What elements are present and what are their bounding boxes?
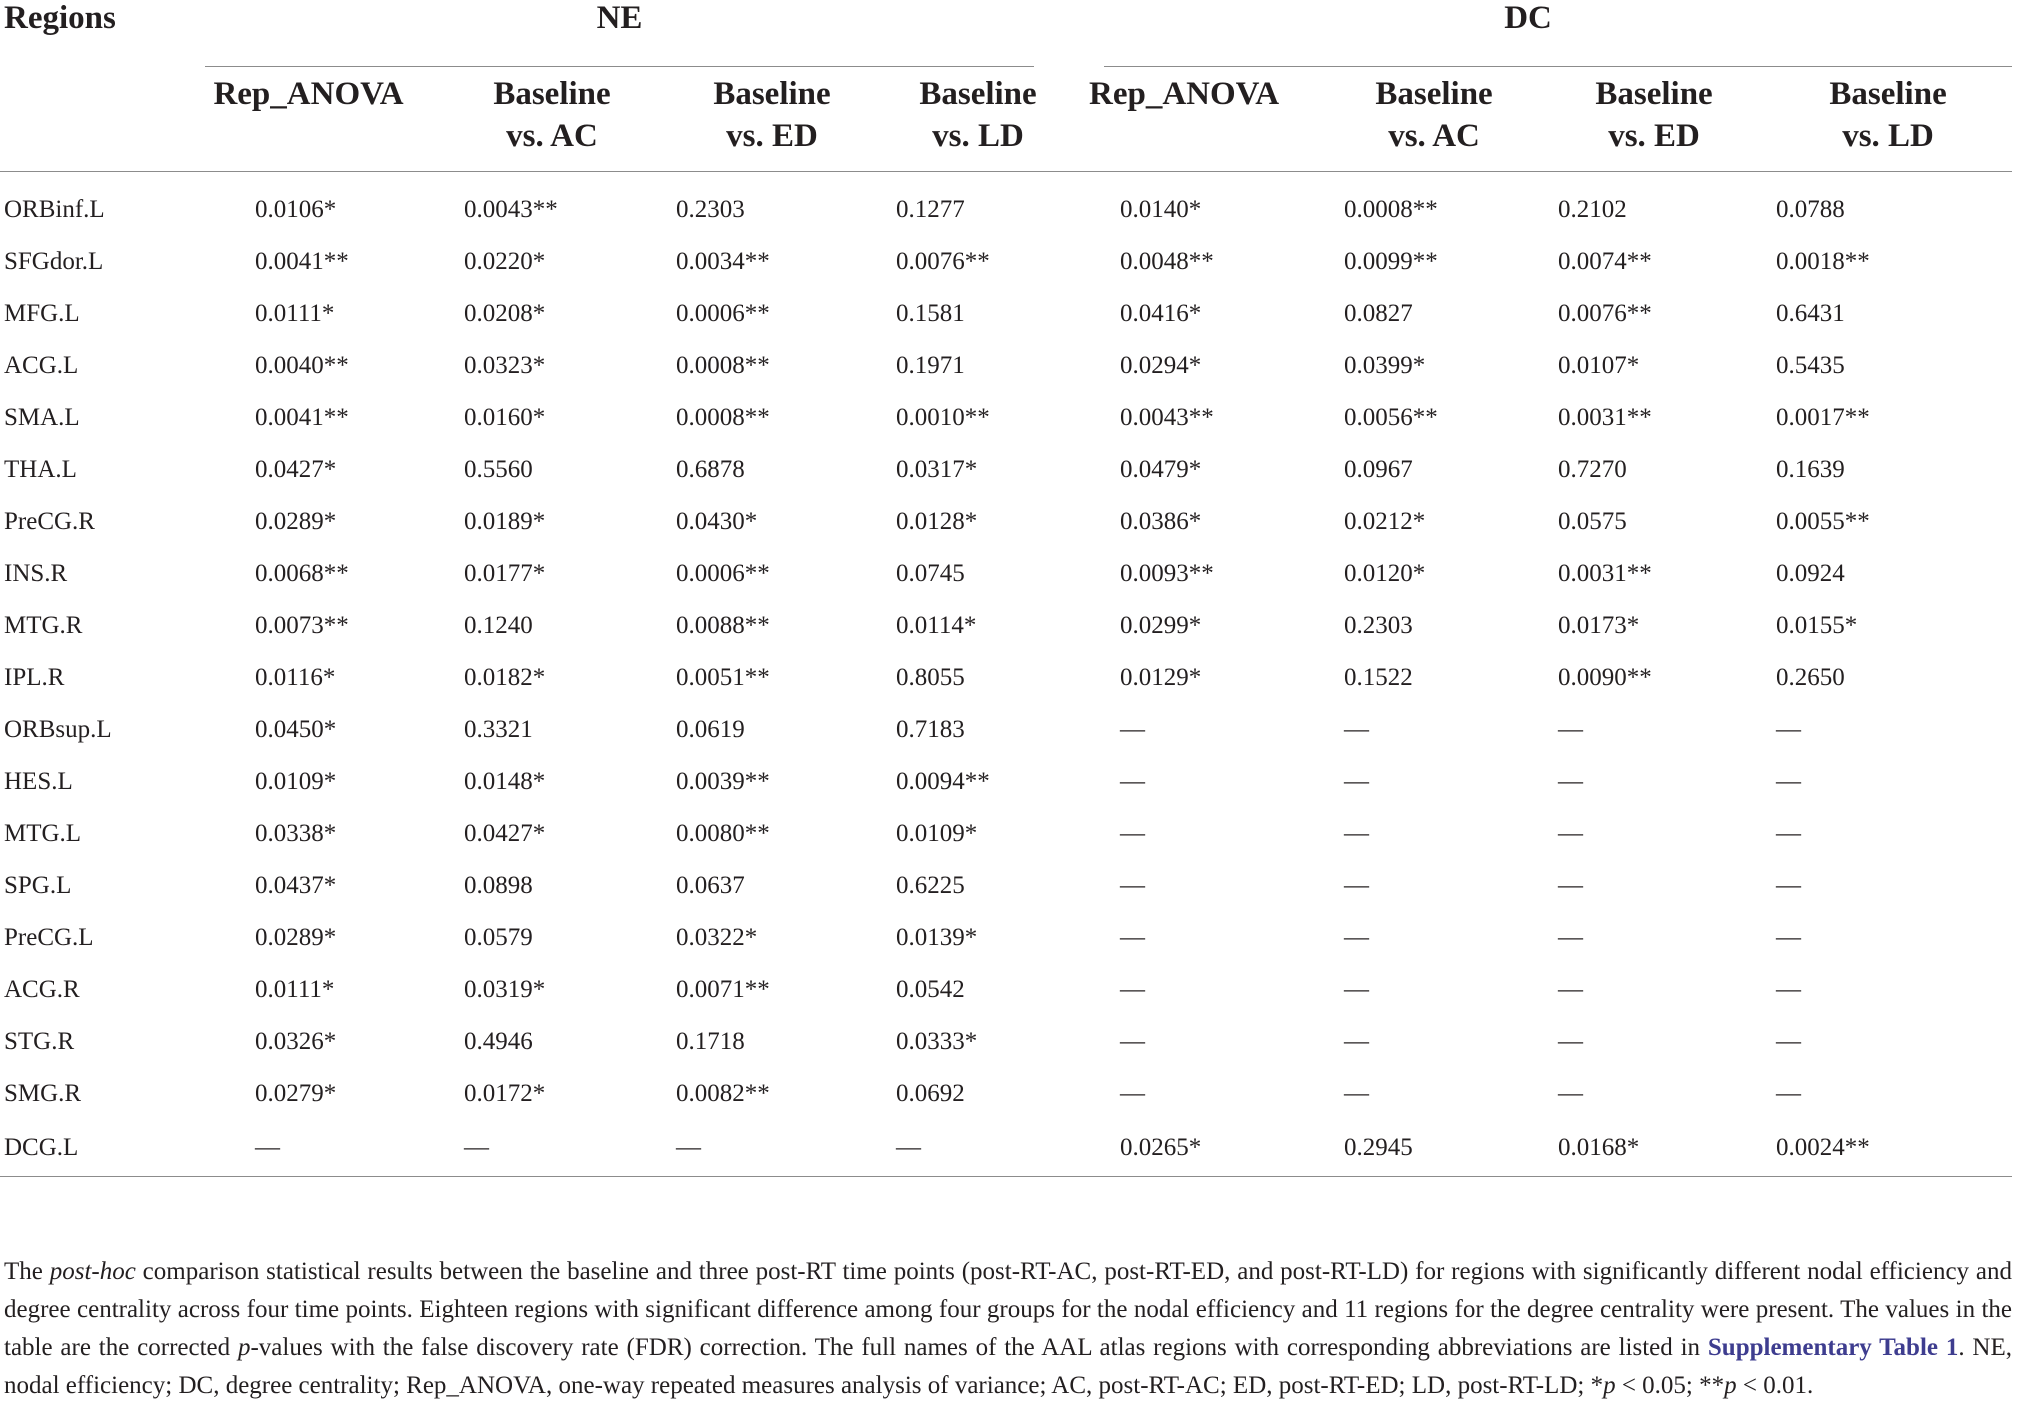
- value-cell: —: [1120, 768, 1146, 795]
- value-cell: 0.0006**: [676, 300, 770, 327]
- value-cell: 0.0107*: [1558, 352, 1640, 379]
- value-cell: —: [1776, 716, 1802, 743]
- value-cell: 0.0128*: [896, 508, 978, 535]
- value-cell: —: [1120, 716, 1146, 743]
- column-header-line: vs. LD: [932, 118, 1024, 154]
- value-cell: 0.0048**: [1120, 248, 1214, 275]
- value-cell: 0.0416*: [1120, 300, 1202, 327]
- value-cell: 0.1971: [896, 352, 965, 379]
- column-header-line: Rep_ANOVA: [213, 76, 404, 112]
- value-cell: 0.0071**: [676, 976, 770, 1003]
- value-cell: 0.0427*: [464, 820, 546, 847]
- value-cell: 0.0040**: [255, 352, 349, 379]
- region-cell: STG.R: [4, 1028, 75, 1055]
- value-cell: 0.0090**: [1558, 664, 1652, 691]
- value-cell: 0.2650: [1776, 664, 1845, 691]
- value-cell: —: [1776, 768, 1802, 795]
- footnote-italic: p: [1724, 1372, 1737, 1399]
- region-cell: SPG.L: [4, 872, 72, 899]
- value-cell: 0.6225: [896, 872, 965, 899]
- value-cell: —: [1120, 820, 1146, 847]
- value-cell: 0.2303: [676, 196, 745, 223]
- table-row: [0, 860, 2012, 912]
- value-cell: 0.0208*: [464, 300, 546, 327]
- value-cell: 0.0008**: [676, 404, 770, 431]
- value-cell: 0.0056**: [1344, 404, 1438, 431]
- table-body: [0, 172, 2012, 1177]
- value-cell: 0.0430*: [676, 508, 758, 535]
- value-cell: 0.0289*: [255, 508, 337, 535]
- value-cell: 0.0827: [1344, 300, 1413, 327]
- value-cell: 0.0010**: [896, 404, 990, 431]
- column-header-line: Baseline: [713, 76, 831, 112]
- value-cell: 0.0006**: [676, 560, 770, 587]
- value-cell: 0.0745: [896, 560, 965, 587]
- table-row: [0, 172, 2012, 237]
- value-cell: 0.0074**: [1558, 248, 1652, 275]
- value-cell: —: [1120, 976, 1146, 1003]
- value-cell: 0.0168*: [1544, 1120, 1764, 1177]
- region-cell: THA.L: [4, 456, 77, 483]
- value-cell: 0.0450*: [255, 716, 337, 743]
- value-cell: 0.0109*: [896, 820, 978, 847]
- value-cell: —: [1344, 976, 1370, 1003]
- column-header-line: Baseline: [919, 76, 1037, 112]
- value-cell: 0.0041**: [255, 404, 349, 431]
- column-header-line: Rep_ANOVA: [1088, 76, 1280, 112]
- value-cell: 0.0109*: [255, 768, 337, 795]
- table-row: [0, 912, 2012, 964]
- value-cell: 0.0076**: [896, 248, 990, 275]
- value-cell: 0.2303: [1344, 612, 1413, 639]
- table-row: [0, 392, 2012, 444]
- value-cell: —: [1558, 1080, 1584, 1107]
- value-cell: —: [1344, 1028, 1370, 1055]
- region-cell: ACG.L: [4, 352, 79, 379]
- table-row: [0, 652, 2012, 704]
- footnote-text: < 0.05; **: [1615, 1372, 1725, 1399]
- footnote-italic: post-hoc: [49, 1258, 136, 1285]
- table-row: [0, 756, 2012, 808]
- value-cell: 0.0148*: [464, 768, 546, 795]
- column-header-4: [882, 67, 1074, 172]
- value-cell: 0.0182*: [464, 664, 546, 691]
- value-cell: 0.0111*: [255, 300, 335, 327]
- value-cell: —: [1120, 1028, 1146, 1055]
- footnote-text: < 0.01.: [1736, 1372, 1814, 1399]
- value-cell: 0.0031**: [1558, 560, 1652, 587]
- value-cell: —: [1344, 1080, 1370, 1107]
- column-header-line: vs. ED: [726, 118, 818, 154]
- footnote-text: comparison statistical results between the baseline and three post-RT time points (post-RT-AC, post-RT-ED, and post-RT-LD) for regions with significantly different nodal efficiency and degree centrality across four time points. Eighteen regions with significant difference among four groups for the nodal efficiency and 11 regions for the degree centrality were present. The values in the table are the corrected: [4, 1258, 2012, 1361]
- value-cell: 0.0479*: [1120, 456, 1202, 483]
- value-cell: 0.0106*: [255, 196, 337, 223]
- table-row: [0, 548, 2012, 600]
- value-cell: 0.6878: [676, 456, 745, 483]
- value-cell: 0.0437*: [255, 872, 337, 899]
- value-cell: 0.1718: [676, 1028, 745, 1055]
- value-cell: 0.0619: [676, 716, 745, 743]
- value-cell: 0.0034**: [676, 248, 770, 275]
- value-cell: 0.0692: [896, 1080, 965, 1107]
- value-cell: —: [1776, 872, 1802, 899]
- group-header-ne: NE: [596, 0, 643, 36]
- value-cell: —: [1776, 924, 1802, 951]
- value-cell: 0.0542: [896, 976, 965, 1003]
- value-cell: —: [1120, 924, 1146, 951]
- region-cell: MFG.L: [4, 300, 80, 327]
- value-cell: 0.0155*: [1776, 612, 1858, 639]
- value-cell: 0.4946: [464, 1028, 533, 1055]
- group-rule-row: [0, 38, 2012, 67]
- value-cell: 0.0055**: [1776, 508, 1870, 535]
- column-header-line: Baseline: [1375, 76, 1493, 112]
- value-cell: 0.0139*: [896, 924, 978, 951]
- value-cell: —: [1344, 872, 1370, 899]
- value-cell: 0.0788: [1776, 196, 1845, 223]
- value-cell: 0.0323*: [464, 352, 546, 379]
- value-cell: 0.7270: [1558, 456, 1627, 483]
- column-header-7: [1544, 67, 1764, 172]
- region-cell: MTG.R: [4, 612, 83, 639]
- region-cell: INS.R: [4, 560, 68, 587]
- value-cell: 0.0024**: [1764, 1120, 2012, 1177]
- region-cell: ORBinf.L: [4, 196, 105, 223]
- value-cell: —: [1558, 872, 1584, 899]
- value-cell: 0.0041**: [255, 248, 349, 275]
- column-header-6: [1324, 67, 1544, 172]
- table-row: [0, 964, 2012, 1016]
- table-row: [0, 1120, 2012, 1177]
- value-cell: 0.0051**: [676, 664, 770, 691]
- value-cell: 0.0116*: [255, 664, 336, 691]
- value-cell: 0.2945: [1324, 1120, 1544, 1177]
- value-cell: —: [662, 1120, 882, 1177]
- group-rule-dc: [1104, 38, 2012, 67]
- value-cell: —: [1776, 1028, 1802, 1055]
- column-header-5: [1074, 67, 1324, 172]
- value-cell: 0.0898: [464, 872, 533, 899]
- column-header-2: [442, 67, 662, 172]
- value-cell: 0.1522: [1344, 664, 1413, 691]
- value-cell: —: [1344, 924, 1370, 951]
- value-cell: 0.0319*: [464, 976, 546, 1003]
- value-cell: 0.0082**: [676, 1080, 770, 1107]
- value-cell: 0.0008**: [1344, 196, 1438, 223]
- table-row: [0, 236, 2012, 288]
- footnote-italic: p: [237, 1334, 251, 1361]
- value-cell: 0.8055: [896, 664, 965, 691]
- region-cell: PreCG.L: [4, 924, 94, 951]
- value-cell: 0.5560: [464, 456, 533, 483]
- value-cell: 0.0317*: [896, 456, 978, 483]
- value-cell: 0.1581: [896, 300, 965, 327]
- value-cell: 0.0043**: [1120, 404, 1214, 431]
- column-header-line: Baseline: [493, 76, 611, 112]
- column-header-line: vs. AC: [1388, 118, 1480, 154]
- value-cell: 0.0088**: [676, 612, 770, 639]
- value-cell: —: [1558, 976, 1584, 1003]
- value-cell: —: [1776, 1080, 1802, 1107]
- table-row: [0, 1068, 2012, 1120]
- value-cell: —: [1558, 768, 1584, 795]
- value-cell: 0.0427*: [255, 456, 337, 483]
- value-cell: 0.0333*: [896, 1028, 978, 1055]
- region-cell: SMA.L: [4, 404, 80, 431]
- region-cell: MTG.L: [4, 820, 82, 847]
- value-cell: 0.1277: [896, 196, 965, 223]
- value-cell: 0.0114*: [896, 612, 977, 639]
- footnote-italic: p: [1603, 1372, 1616, 1399]
- value-cell: 0.0967: [1344, 456, 1413, 483]
- value-cell: —: [882, 1120, 1074, 1177]
- value-cell: 0.3321: [464, 716, 533, 743]
- table-row: [0, 288, 2012, 340]
- table-footnote: [4, 1253, 2012, 1405]
- value-cell: 0.0579: [464, 924, 533, 951]
- value-cell: 0.0326*: [255, 1028, 337, 1055]
- value-cell: 0.0008**: [676, 352, 770, 379]
- value-cell: —: [1344, 820, 1370, 847]
- region-cell: ACG.R: [4, 976, 80, 1003]
- column-header-line: Baseline: [1595, 76, 1713, 112]
- value-cell: 0.0172*: [464, 1080, 546, 1107]
- value-cell: —: [1558, 924, 1584, 951]
- column-header-row: [0, 67, 2012, 172]
- value-cell: 0.0399*: [1344, 352, 1426, 379]
- value-cell: 0.0212*: [1344, 508, 1426, 535]
- table-row: [0, 444, 2012, 496]
- value-cell: —: [1344, 716, 1370, 743]
- supplementary-table-link[interactable]: Supplementary Table 1: [1707, 1334, 1959, 1361]
- value-cell: 0.0299*: [1120, 612, 1202, 639]
- value-cell: —: [1558, 716, 1584, 743]
- value-cell: 0.0637: [676, 872, 745, 899]
- value-cell: 0.0068**: [255, 560, 349, 587]
- table-row: [0, 340, 2012, 392]
- value-cell: 0.1240: [464, 612, 533, 639]
- value-cell: 0.0039**: [676, 768, 770, 795]
- value-cell: 0.0140*: [1120, 196, 1202, 223]
- column-header-line: Baseline: [1829, 76, 1947, 112]
- value-cell: 0.0094**: [896, 768, 990, 795]
- footnote-text: The: [4, 1258, 50, 1285]
- region-cell: HES.L: [4, 768, 73, 795]
- value-cell: 0.0017**: [1776, 404, 1870, 431]
- column-header-line: vs. AC: [506, 118, 598, 154]
- column-header-line: vs. LD: [1842, 118, 1934, 154]
- value-cell: —: [1120, 872, 1146, 899]
- column-header-line: vs. ED: [1608, 118, 1700, 154]
- group-header-dc: DC: [1504, 0, 1552, 36]
- value-cell: 0.2102: [1558, 196, 1627, 223]
- value-cell: 0.0220*: [464, 248, 546, 275]
- value-cell: 0.0265*: [1074, 1120, 1324, 1177]
- value-cell: 0.0076**: [1558, 300, 1652, 327]
- value-cell: 0.0338*: [255, 820, 337, 847]
- value-cell: 0.0575: [1558, 508, 1627, 535]
- region-cell: DCG.L: [0, 1120, 205, 1177]
- value-cell: —: [1120, 1080, 1146, 1107]
- footnote-text: -values with the false discovery rate (FDR) correction. The full names of the AAL atlas regions with corresponding abbreviations are listed in: [250, 1334, 1708, 1361]
- column-header-8: [1764, 67, 2012, 172]
- value-cell: 0.7183: [896, 716, 965, 743]
- value-cell: 0.0160*: [464, 404, 546, 431]
- table-row: [0, 1016, 2012, 1068]
- value-cell: 0.0189*: [464, 508, 546, 535]
- value-cell: —: [1776, 820, 1802, 847]
- value-cell: 0.0386*: [1120, 508, 1202, 535]
- region-cell: PreCG.R: [4, 508, 95, 535]
- column-header-1: [205, 67, 442, 172]
- value-cell: 0.0093**: [1120, 560, 1214, 587]
- table-row: [0, 704, 2012, 756]
- region-cell: IPL.R: [4, 664, 65, 691]
- value-cell: 0.0043**: [464, 196, 558, 223]
- value-cell: 0.0120*: [1344, 560, 1426, 587]
- region-cell: SFGdor.L: [4, 248, 104, 275]
- value-cell: —: [1776, 976, 1802, 1003]
- value-cell: 0.0031**: [1558, 404, 1652, 431]
- value-cell: 0.0177*: [464, 560, 546, 587]
- value-cell: 0.0073**: [255, 612, 349, 639]
- value-cell: 0.0924: [1776, 560, 1845, 587]
- value-cell: —: [442, 1120, 662, 1177]
- group-rule-ne: [205, 38, 1034, 67]
- value-cell: 0.0279*: [255, 1080, 337, 1107]
- value-cell: 0.0322*: [676, 924, 758, 951]
- value-cell: —: [1344, 768, 1370, 795]
- value-cell: 0.0018**: [1776, 248, 1870, 275]
- table-row: [0, 600, 2012, 652]
- table-row: [0, 496, 2012, 548]
- value-cell: 0.0129*: [1120, 664, 1202, 691]
- value-cell: 0.0294*: [1120, 352, 1202, 379]
- region-cell: SMG.R: [4, 1080, 82, 1107]
- value-cell: 0.0111*: [255, 976, 335, 1003]
- value-cell: 0.0080**: [676, 820, 770, 847]
- column-header-3: [662, 67, 882, 172]
- footnote-text: . NE, nodal efficiency; DC, degree centrality; Rep_ANOVA, one-way repeated measures analysis of variance; AC, post-RT-AC; ED, post-RT-ED; LD, post-RT-LD; *: [4, 1334, 2013, 1399]
- value-cell: —: [1558, 1028, 1584, 1055]
- value-cell: —: [1558, 820, 1584, 847]
- value-cell: 0.1639: [1776, 456, 1845, 483]
- region-cell: ORBsup.L: [4, 716, 112, 743]
- value-cell: 0.6431: [1776, 300, 1845, 327]
- table-row: [0, 808, 2012, 860]
- value-cell: 0.0289*: [255, 924, 337, 951]
- value-cell: 0.0099**: [1344, 248, 1438, 275]
- group-header-row: [0, 0, 2012, 38]
- regions-header: Regions: [4, 0, 116, 36]
- value-cell: 0.5435: [1776, 352, 1845, 379]
- value-cell: —: [205, 1120, 442, 1177]
- value-cell: 0.0173*: [1558, 612, 1640, 639]
